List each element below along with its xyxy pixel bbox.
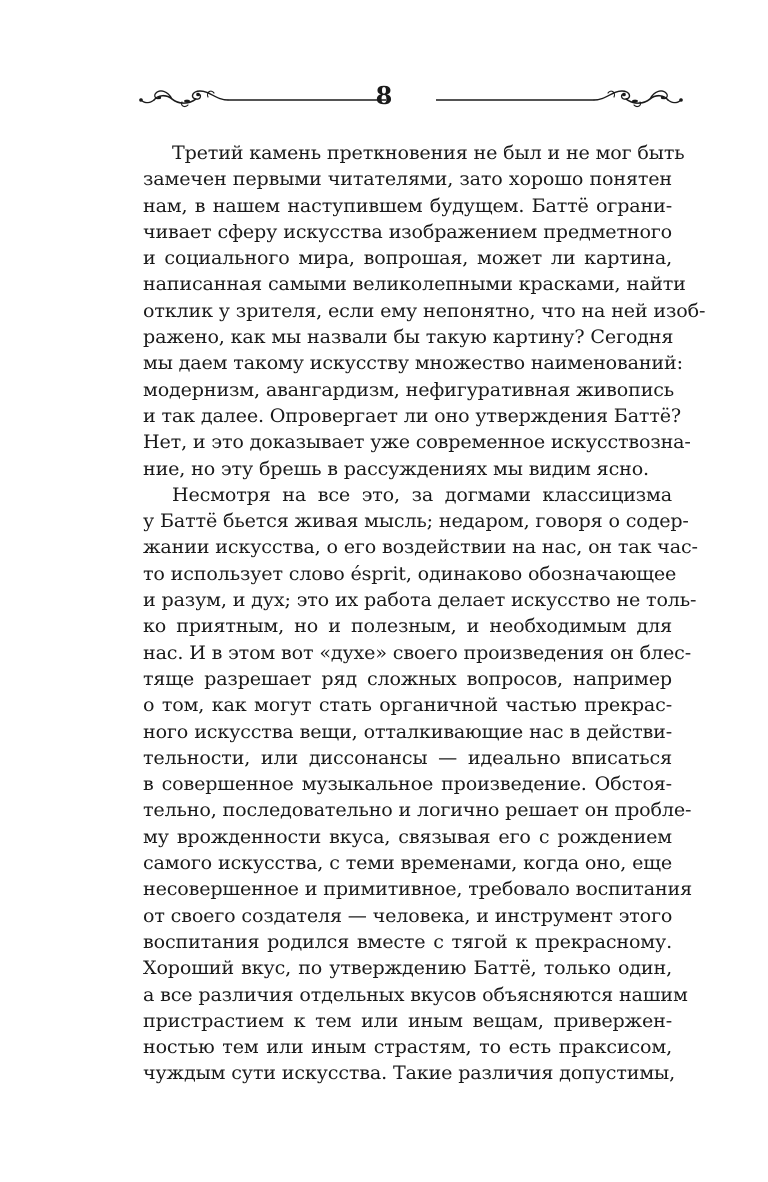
text-line: ко приятным, но и полезным, и необходимым для <box>143 614 672 638</box>
text-line: Несмотря на все это, за догмами классицизма <box>172 482 672 506</box>
text-line: а все различия отдельных вкусов объясняются нашим <box>143 982 688 1006</box>
text-line: воспитания родился вместе с тягой к прекрасному. <box>143 929 672 953</box>
body-text <box>143 140 706 1087</box>
text-line: самого искусства, с теми временами, когда оно, еще <box>143 851 672 875</box>
text-line: у Баттё бьется живая мысль; недаром, говоря о содер- <box>143 509 689 533</box>
text-line: замечен первыми читателями, зато хорошо понятен <box>143 167 672 191</box>
page-header <box>0 74 768 124</box>
text-line: модернизм, авангардизм, нефигуративная живопись <box>143 377 675 401</box>
text-line: несовершенное и примитивное, требовало воспитания <box>143 877 692 901</box>
text-line: му врожденности вкуса, связывая его с рождением <box>143 824 672 848</box>
text-line: чуждым сути искусства. Такие различия допустимы, <box>143 1061 675 1085</box>
text-line: Нет, и это доказывает уже современное искусствозна- <box>143 430 691 454</box>
text-line: ние, но эту брешь в рассуждениях мы видим ясно. <box>143 456 649 480</box>
text-line: мы даем такому искусству множество наименований: <box>143 351 683 375</box>
text-line: тельности, или диссонансы — идеально вписаться <box>143 745 672 769</box>
text-line: отклик у зрителя, если ему непонятно, что на ней изоб- <box>143 298 706 322</box>
text-line: Хороший вкус, по утверждению Баттё, только один, <box>143 956 672 980</box>
right-flourish-ornament-icon <box>436 80 684 110</box>
text-line: о том, как могут стать органичной частью прекрас- <box>143 693 672 717</box>
text-line: в совершенное музыкальное произведение. Обстоя- <box>143 772 672 796</box>
text-line: тяще разрешает ряд сложных вопросов, например <box>143 666 672 690</box>
text-line: нас. И в этом вот «духе» своего произведения он блес- <box>143 640 691 664</box>
text-line: ражено, как мы назвали бы такую картину? Сегодня <box>143 325 674 349</box>
page-number: 8 <box>375 81 393 110</box>
text-line: ного искусства вещи, отталкивающие нас в действи- <box>143 719 672 743</box>
text-line: от своего создателя — человека, и инструмент этого <box>143 903 673 927</box>
left-flourish-ornament-icon <box>138 80 386 110</box>
text-line: нам, в нашем наступившем будущем. Баттё ограни- <box>143 193 672 217</box>
text-line: то использует слово ésprit, одинаково обозначающее <box>143 561 677 585</box>
text-line: пристрастием к тем или иным вещам, привержен- <box>143 1008 672 1032</box>
text-line: тельно, последовательно и логично решает он пробле- <box>143 798 692 822</box>
text-line: жании искусства, о его воздействии на нас, он так час- <box>143 535 698 559</box>
text-line: Третий камень преткновения не был и не мог быть <box>172 141 685 164</box>
text-line: и так далее. Опровергает ли оно утверждения Баттё? <box>143 403 681 427</box>
text-line: написанная самыми великолепными красками, найти <box>143 272 686 296</box>
text-line: и разум, и дух; это их работа делает искусство не толь- <box>143 588 697 612</box>
text-line: ностью тем или иным страстям, то есть праксисом, <box>143 1035 672 1059</box>
text-line: и социального мира, вопрошая, может ли картина, <box>143 246 672 270</box>
text-line: чивает сферу искусства изображением предметного <box>143 219 672 243</box>
